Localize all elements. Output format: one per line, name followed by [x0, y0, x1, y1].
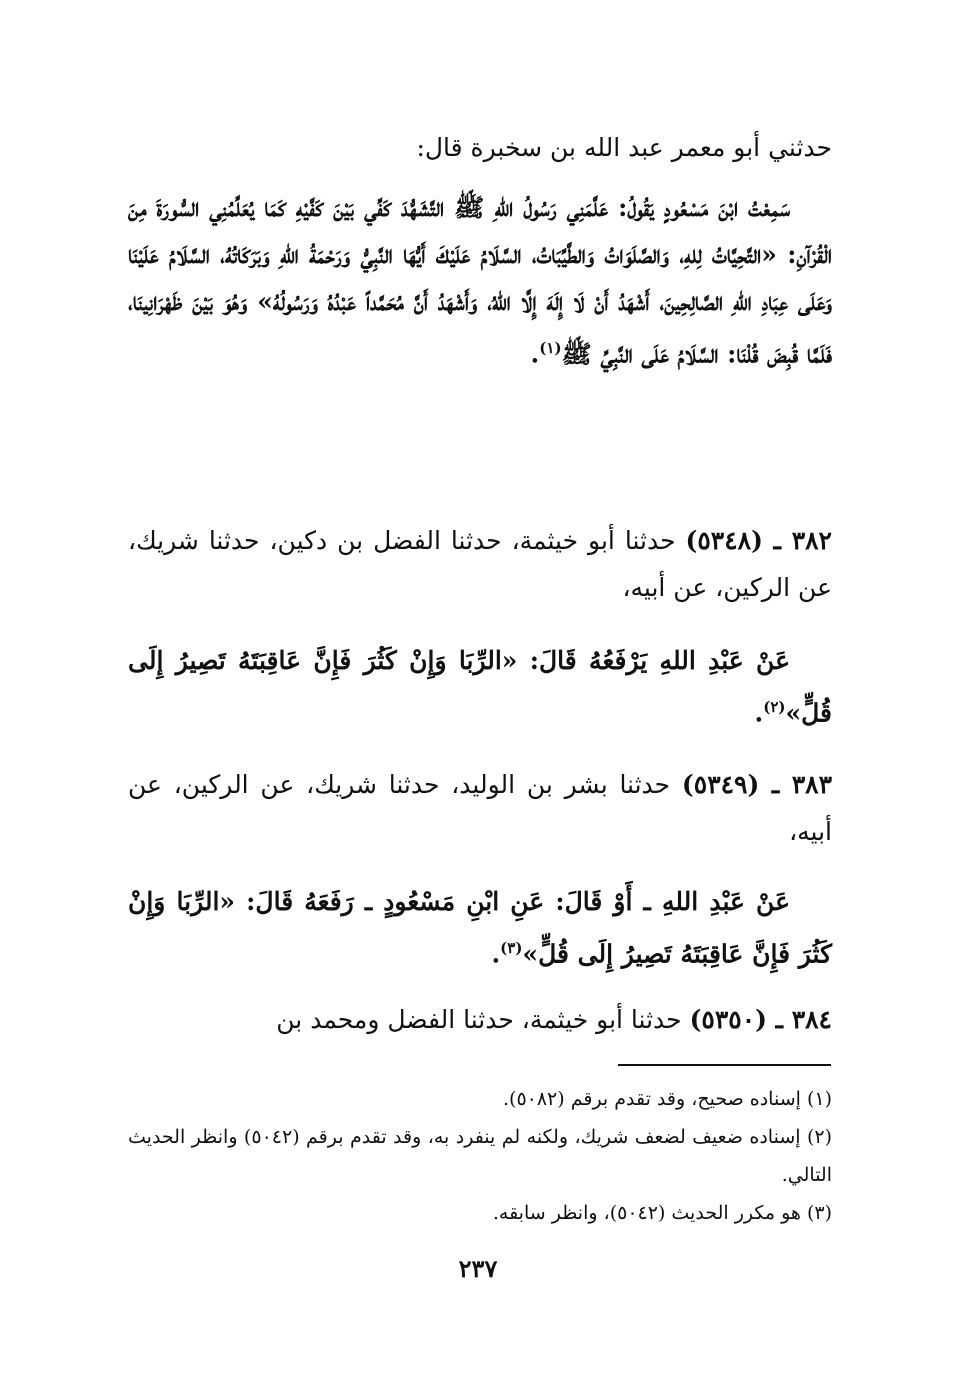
- entry-382-isnad: [128, 517, 832, 611]
- footnote-2: (٢) إسناده ضعيف لضعف شريك، ولكنه لم ينفرد به، وقد تقدم برقم (٥٠٤٢) وانظر الحديث التالي.: [128, 1126, 833, 1186]
- hadith-381: [128, 184, 832, 377]
- entry-384-isnad-text: حدثنا أبو خيثمة، حدثنا الفضل ومحمد بن: [276, 1005, 690, 1034]
- page-number: ٢٣٧: [458, 1254, 498, 1283]
- entry-383-lead: عَنْ عَبْدِ اللهِ ـ أَوْ قَالَ: عَنِ ابْنِ مَسْعُودٍ ـ رَفَعَهُ قَالَ:: [235, 887, 791, 916]
- hadith-381-quote: «التَّحِيَّاتُ لِلهِ، وَالصَّلَوَاتُ وَالطَّيِّبَاتُ، السَّلَامُ عَلَيْكَ أَيُّهَا النَّبِيُّ وَرَحْمَةُ اللهِ وَبَرَكَاتُهُ، السَّلَامُ عَلَيْنَا وَعَلَى عِبَادِ اللهِ الصَّالِحِينَ، أَشْهَدُ أَنْ لَا إِلَهَ إِلَّا اللهُ، وَأَشْهَدُ أَنَّ مُحَمَّداً عَبْدُهُ وَرَسُولُهُ»: [128, 240, 832, 316]
- hadith-381-lead: سَمِعْتُ ابْنَ مَسْعُودٍ يَقُولُ: عَلَّمَنِي رَسُولُ اللهِ ﷺ التَّشَهُّدَ كَفِّي بَيْنَ كَفَّيْهِ كَمَا يُعَلِّمُنِي السُّورَةَ مِنَ الْقُرْآنِ:: [128, 193, 832, 269]
- entry-383-number: ٣٨٣ ـ (٥٣٤٩): [681, 770, 833, 799]
- entry-384-number: ٣٨٤ ـ (٥٣٥٠): [689, 1005, 832, 1034]
- hadith-381-end: .: [530, 339, 540, 369]
- footnote-ref-1: (١): [539, 339, 562, 357]
- hadith-381-tail: وَهُوَ بَيْنَ ظَهْرَانِينَا، فَلَمَّا قُبِضَ قُلْنَا: السَّلَامُ عَلَى النَّبِيِّ ﷺ: [128, 287, 832, 369]
- entry-382-number: ٣٨٢ ـ (٥٣٤٨): [685, 526, 832, 555]
- entry-382-lead: عَنْ عَبْدِ اللهِ يَرْفَعُهُ قَالَ:: [517, 646, 790, 675]
- entry-382-quote: «الرِّبَا وَإِنْ كَثُرَ فَإِنَّ عَاقِبَتَهُ تَصِيرُ إِلَى قُلٍّ»: [128, 646, 832, 728]
- footnote-3: (٣) هو مكرر الحديث (٥٠٤٢)، وانظر سابقه.: [492, 1202, 832, 1224]
- entry-382-matn: [128, 637, 832, 736]
- entry-383-isnad-text: حدثنا بشر بن الوليد، حدثنا شريك، عن الركين، عن أبيه،: [128, 770, 832, 846]
- intro-line: [128, 124, 832, 171]
- entry-383-quote: «الرِّبَا وَإِنْ كَثُرَ فَإِنَّ عَاقِبَتَهُ تَصِيرُ إِلَى قُلٍّ»: [128, 887, 832, 969]
- entry-383-end: .: [491, 939, 501, 969]
- footnote-ref-2: (٢): [763, 698, 786, 716]
- footnote-divider: [618, 1064, 831, 1066]
- entry-383-isnad: [128, 761, 832, 855]
- entry-382-end: .: [754, 698, 764, 728]
- entry-382-isnad-text: حدثنا أبو خيثمة، حدثنا الفضل بن دكين، حدثنا شريك، عن الركين، عن أبيه،: [128, 526, 832, 602]
- footnotes: [128, 1080, 832, 1232]
- intro-text: حدثني أبو معمر عبد الله بن سخبرة قال:: [416, 133, 832, 162]
- footnote-1: (١) إسناده صحيح، وقد تقدم برقم (٥٠٨٢).: [502, 1088, 832, 1110]
- footnote-ref-3: (٣): [500, 939, 523, 957]
- entry-384-isnad: [128, 996, 832, 1043]
- entry-383-matn: [128, 878, 832, 977]
